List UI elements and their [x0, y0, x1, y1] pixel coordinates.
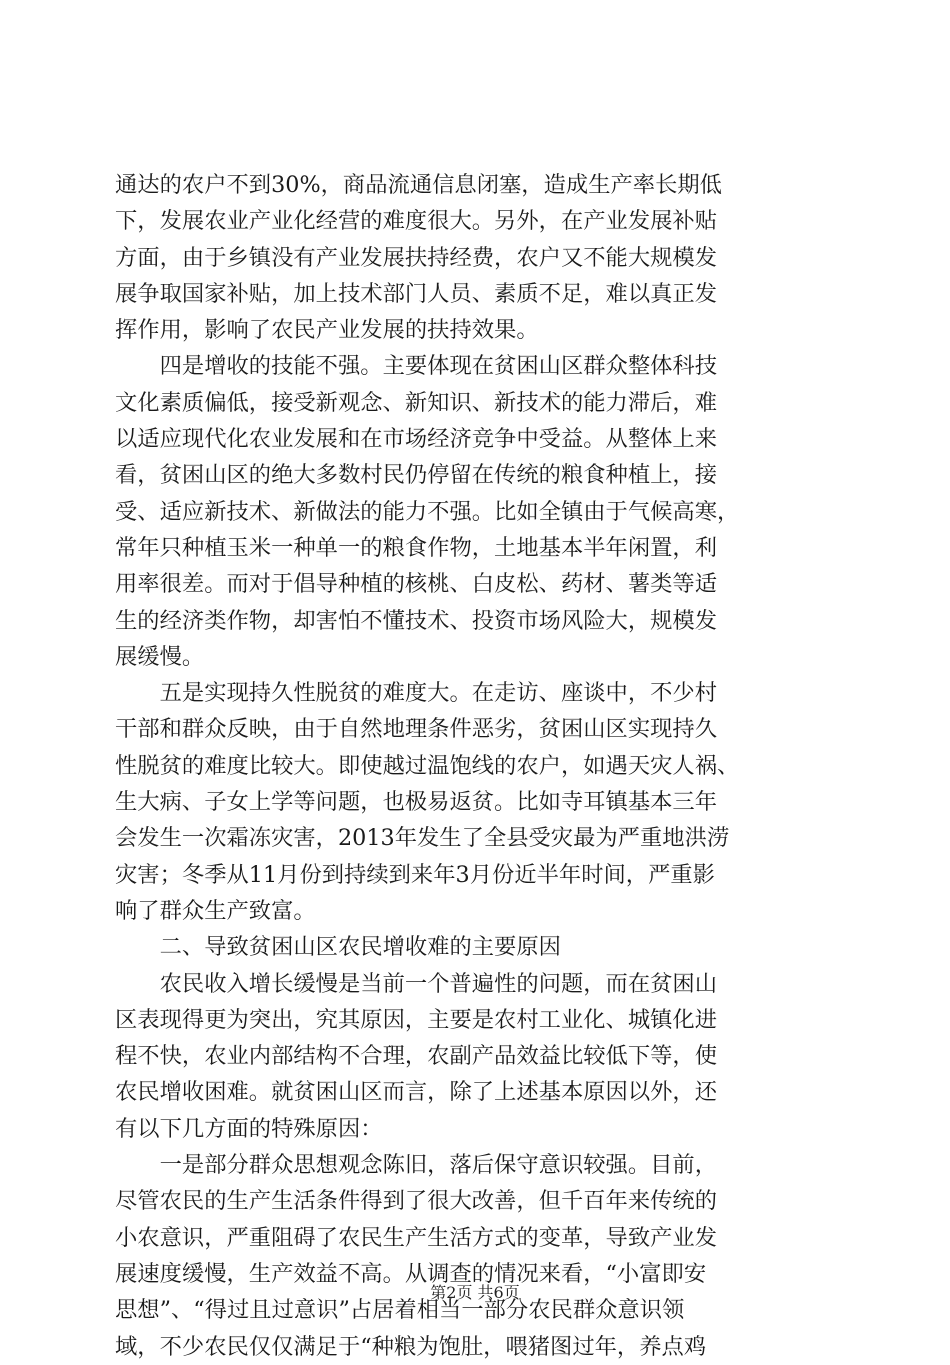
text-line: 通达的农户不到30%，商品流通信息闭塞，造成生产率长期低 — [115, 172, 722, 198]
text-line: 思想”、“得过且过意识”占居着相当一部分农民群众意识领 — [115, 1297, 685, 1324]
text-line: 四是增收的技能不强。主要体现在贫困山区群众整体科技 — [115, 353, 718, 380]
text-line: 五是实现持久性脱贫的难度大。在走访、座谈中，不少村 — [115, 680, 718, 707]
document-body — [115, 167, 845, 1365]
text-line: 常年只种植玉米一种单一的粮食作物，土地基本半年闲置，利 — [115, 534, 718, 561]
text-line: 干部和群众反映，由于自然地理条件恶劣，贫困山区实现持久 — [115, 716, 718, 743]
text-line: 展争取国家补贴，加上技术部门人员、素质不足，难以真正发 — [115, 280, 718, 307]
text-line: 生的经济类作物，却害怕不懂技术、投资市场风险大，规模发 — [115, 607, 718, 634]
text-line: 有以下几方面的特殊原因： — [115, 1115, 383, 1142]
text-line: 看，贫困山区的绝大多数村民仍停留在传统的粮食种植上，接 — [115, 462, 718, 489]
text-line: 文化素质偏低，接受新观念、新知识、新技术的能力滞后，难 — [115, 389, 718, 416]
text-line: 灾害；冬季从11月份到持续到来年3月份近半年时间，严重影 — [115, 861, 715, 888]
text-line: 域，不少农民仅仅满足于“种粮为饱肚，喂猪图过年，养点鸡 — [115, 1333, 707, 1360]
text-line: 一是部分群众思想观念陈旧，落后保守意识较强。目前， — [115, 1152, 718, 1179]
text-line: 下，发展农业产业化经营的难度很大。另外，在产业发展补贴 — [115, 208, 718, 235]
text-line: 程不快，农业内部结构不合理，农副产品效益比较低下等，使 — [115, 1043, 718, 1070]
text-line: 响了群众生产致富。 — [115, 897, 316, 924]
page-footer: 第2页 共6页 — [430, 1283, 520, 1302]
text-line: 农民增收困难。就贫困山区而言，除了上述基本原因以外，还 — [115, 1079, 718, 1106]
text-line: 以适应现代化农业发展和在市场经济竞争中受益。从整体上来 — [115, 426, 718, 453]
text-line: 二、导致贫困山区农民增收难的主要原因 — [115, 934, 561, 961]
text-line: 尽管农民的生产生活条件得到了很大改善，但千百年来传统的 — [115, 1188, 718, 1215]
text-line: 生大病、子女上学等问题，也极易返贫。比如寺耳镇基本三年 — [115, 789, 718, 816]
text-line: 挥作用，影响了农民产业发展的扶持效果。 — [115, 317, 539, 344]
text-line: 区表现得更为突出，究其原因，主要是农村工业化、城镇化进 — [115, 1006, 718, 1033]
text-line: 展缓慢。 — [115, 643, 205, 670]
text-line: 方面，由于乡镇没有产业发展扶持经费，农户又不能大规模发 — [115, 244, 718, 271]
text-line: 会发生一次霜冻灾害，2013年发生了全县受灾最为严重地洪涝 — [115, 825, 730, 852]
text-line: 展速度缓慢，生产效益不高。从调查的情况来看，“小富即安 — [115, 1260, 707, 1287]
text-line: 农民收入增长缓慢是当前一个普遍性的问题，而在贫困山 — [115, 970, 718, 997]
text-line: 性脱贫的难度比较大。即使越过温饱线的农户，如遇天灾人祸、 — [115, 752, 740, 779]
text-line: 用率很差。而对于倡导种植的核桃、白皮松、药材、薯类等适 — [115, 571, 718, 598]
text-line: 小农意识，严重阻碍了农民生产生活方式的变革，导致产业发 — [115, 1224, 718, 1251]
text-line: 受、适应新技术、新做法的能力不强。比如全镇由于气候高寒， — [115, 498, 740, 525]
